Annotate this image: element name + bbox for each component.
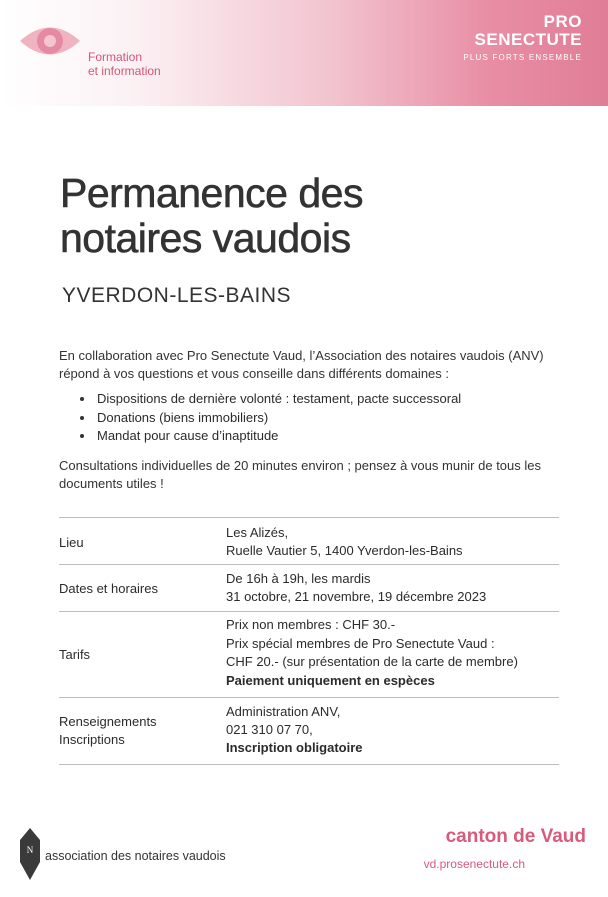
tarifs-line4: Paiement uniquement en espèces bbox=[226, 673, 435, 688]
canton-vaud-logo: canton de Vaud bbox=[445, 826, 586, 847]
lieu-line1: Les Alizés, bbox=[226, 525, 289, 540]
title-line1: Permanence des bbox=[60, 170, 363, 216]
table-row-dates bbox=[59, 565, 559, 611]
lieu-label: Lieu bbox=[59, 535, 84, 550]
website-link[interactable]: vd.prosenectute.ch bbox=[423, 857, 525, 871]
tarifs-label: Tarifs bbox=[59, 647, 91, 662]
formation-line1: Formation bbox=[88, 50, 143, 64]
consultations-paragraph: Consultations individuelles de 20 minutes environ ; pensez à vous munir de tous les documents utiles ! bbox=[59, 458, 541, 491]
formation-label bbox=[88, 50, 161, 78]
page-title bbox=[60, 171, 363, 261]
info-table bbox=[59, 517, 559, 765]
pro-senectute-logo bbox=[463, 13, 582, 64]
dates-label: Dates et horaires bbox=[59, 581, 158, 596]
inscriptions-label: Inscriptions bbox=[59, 732, 125, 747]
dates-line2: 31 octobre, 21 novembre, 19 décembre 2023 bbox=[226, 589, 487, 604]
tarifs-line2: Prix spécial membres de Pro Senectute Vaud : bbox=[226, 636, 495, 651]
renseignements-line3: Inscription obligatoire bbox=[226, 740, 363, 755]
list-item: Mandat pour cause d’inaptitude bbox=[59, 427, 461, 446]
tarifs-line3: CHF 20.- (sur présentation de la carte de membre) bbox=[226, 654, 518, 669]
anv-name: association des notaires vaudois bbox=[45, 849, 226, 863]
renseignements-line2: 021 310 07 70, bbox=[226, 722, 313, 737]
intro-paragraph: En collaboration avec Pro Senectute Vaud, l’Association des notaires vaudois (ANV) répond à vos questions et vous conseille dans différents domaines : bbox=[59, 348, 544, 381]
renseignements-label: Renseignements bbox=[59, 714, 157, 729]
renseignements-line1: Administration ANV, bbox=[226, 704, 341, 719]
tarifs-line1: Prix non membres : CHF 30.- bbox=[226, 617, 396, 632]
city-subtitle: YVERDON-LES-BAINS bbox=[62, 284, 292, 307]
list-item: Donations (biens immobiliers) bbox=[59, 409, 461, 428]
table-row-tarifs bbox=[59, 612, 559, 697]
eye-icon bbox=[18, 20, 82, 62]
topic-list bbox=[59, 390, 461, 446]
divider bbox=[59, 764, 559, 765]
formation-line2: et information bbox=[88, 64, 161, 78]
table-row-lieu bbox=[59, 518, 559, 564]
brand-tagline: PLUS FORTS ENSEMBLE bbox=[463, 53, 582, 62]
header-banner bbox=[0, 0, 608, 106]
dates-line1: De 16h à 19h, les mardis bbox=[226, 571, 371, 586]
anv-logo-icon bbox=[18, 828, 42, 880]
table-row-renseignements bbox=[59, 698, 559, 764]
brand-line1: PRO bbox=[543, 12, 582, 31]
brand-line2: SENECTUTE bbox=[474, 30, 582, 49]
list-item: Dispositions de dernière volonté : testament, pacte successoral bbox=[59, 390, 461, 409]
lieu-line2: Ruelle Vautier 5, 1400 Yverdon-les-Bains bbox=[226, 543, 463, 558]
anv-logo-letter: N bbox=[26, 845, 34, 855]
title-line2: notaires vaudois bbox=[60, 215, 351, 261]
